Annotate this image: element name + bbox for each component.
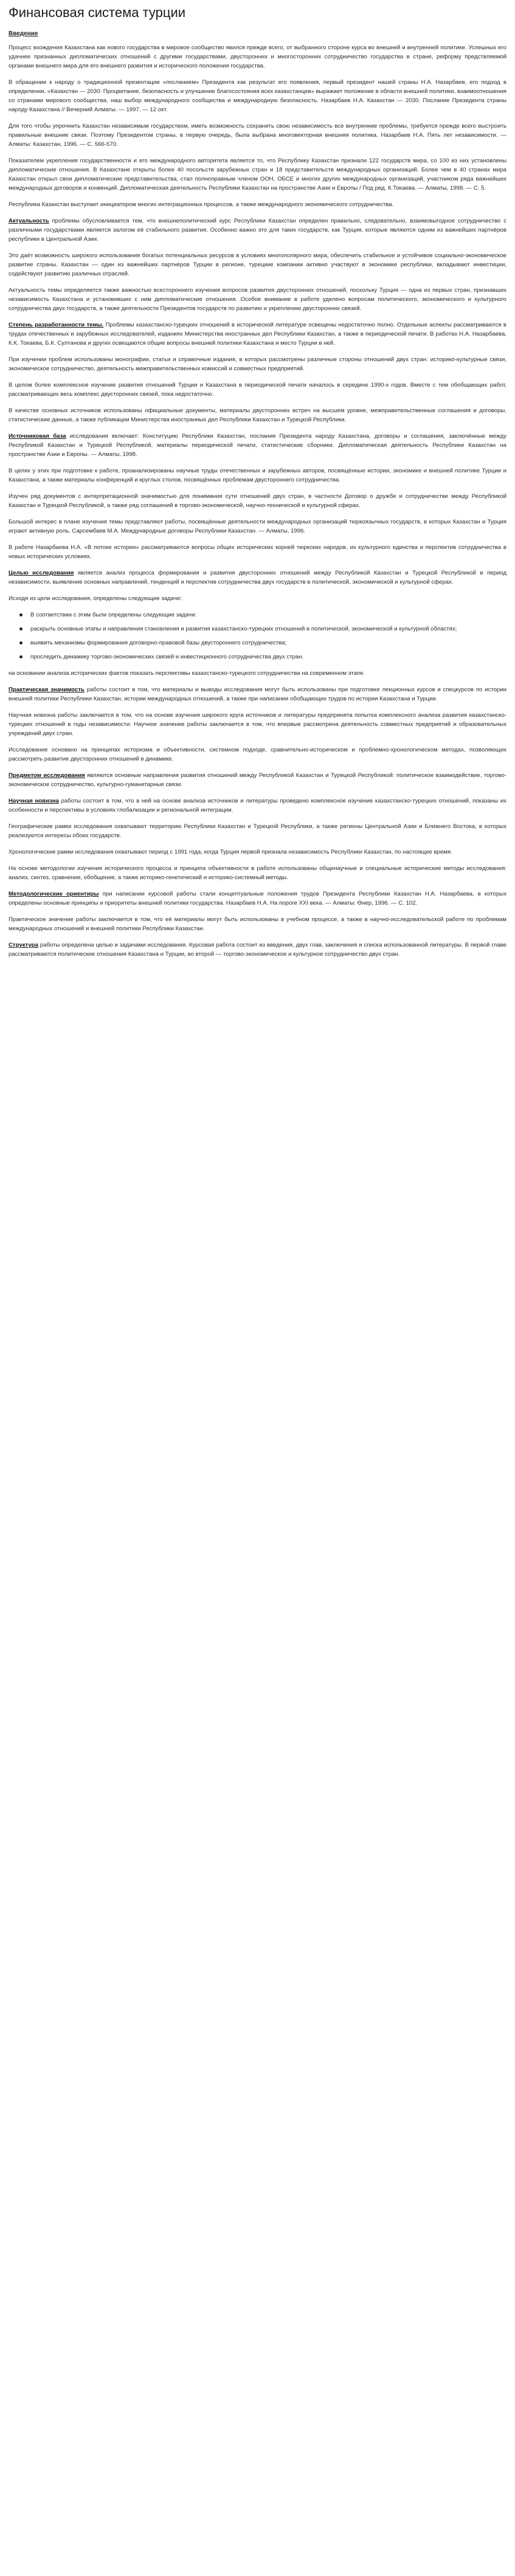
paragraph-text: В целях у этих при подготовке к работе, проанализированы научные труды отечественных и зарубежных авторов, посвящённые истории, экономике и внешней политике Турции и Казахстана, а также материалы конференций и круглых столов, посвящённых проблемам двустороннего сотрудничества.: [9, 468, 506, 483]
intro-body-continued: [9, 669, 506, 959]
paragraph: [9, 796, 506, 815]
paragraph: [9, 432, 506, 459]
paragraph-text: Республика Казахстан выступает инициатором многих интеграционных процессов, а также международного экономического сотрудничества.: [9, 201, 394, 208]
paragraph: [9, 543, 506, 561]
paragraph-text: На основе методологии изучения исторического процесса и принципа объективности в работе использованы общенаучные и специальные исторические методы исследования: анализ, синтез, сравнение, обобщение, а также историко-генетический и историко-системный методы.: [9, 865, 506, 881]
paragraph: [9, 822, 506, 840]
paragraph: [9, 669, 506, 678]
paragraph: [9, 915, 506, 933]
paragraph: [9, 594, 506, 603]
paragraph: [9, 320, 506, 348]
paragraph: [9, 381, 506, 399]
paragraph: [9, 568, 506, 587]
paragraph: [9, 889, 506, 908]
paragraph-text: В качестве основных источников использованы официальные документы, материалы двусторонних встреч на высшем уровне, межправительственные соглашения и договоры, статистические данные, а также публикации Министерства иностранных дел Республики Казахстан и Турецкой Республики.: [9, 407, 506, 423]
paragraph-lead: Практическая значимость: [9, 686, 85, 693]
paragraph-text: работы определена целью и задачами исследования. Курсовая работа состоит из введения, двух глав, заключения и списка использованной литературы. В первой главе рассматриваются политические отношения Казахстана и Турции, во второй — торгово-экономическое и культурное сотрудничество двух стран.: [9, 942, 506, 958]
paragraph: [9, 848, 506, 857]
paragraph-text: является анализ процесса формирования и развития двусторонних отношений между Республикой Казахстан и Турецкой Республикой в период независимости, выявление основных направлений, тенденций и перспектив сотрудничества двух государств в политической, экономической и культурной сферах.: [9, 570, 507, 585]
paragraph-text: работы состоит в том, что материалы и выводы исследования могут быть использованы при подготовке лекционных курсов и спецкурсов по истории внешней политики Республики Казахстан, истории международных отношений, а также при написании обобщающих трудов по истории Казахстана и Турции.: [9, 686, 506, 702]
paragraph-text: на основании анализа исторических фактов показать перспективы казахстанско-турецкого сотрудничества на современном этапе.: [9, 670, 365, 677]
paragraph: [9, 286, 506, 313]
paragraph-text: Проблемы казахстанско-турецких отношений в исторической литературе освещены недостаточно полно. Отдельные аспекты рассматриваются в трудах отечественных и зарубежных исследователей, изданиях Министерства иностранных дел Республики Казахстан, а также в периодической печати. В работах Н.А. Назарбаева, К.К. Токаева, Б.К. Султанова и других освещаются общие вопросы внешней политики Казахстана и место Турции в ней.: [9, 322, 507, 347]
task-item: раскрыть основные этапы и направления становления и развития казахстанско-турецких отношений в политической, экономической и культурной областях;: [24, 624, 506, 634]
paragraph-text: Исследование основано на принципах историзма и объективности, системном подходе, сравнительно-историческом и проблемно-хронологическом методах, позволяющих рассмотреть развитие двусторонних отношений в динамике.: [9, 747, 506, 762]
paragraph: [9, 941, 506, 959]
intro-heading: Введение: [9, 30, 38, 37]
paragraph-text: Большой интерес в плане изучения темы представляют работы, посвящённые деятельности международных организаций тюркоязычных государств, в которых Казахстан и Турция играют активную роль. Сарсембаев М.А. Международные договоры Республики Казахстан. — Алматы, 1996.: [9, 519, 506, 534]
paragraph-text: Для того чтобы упрочнить Казахстан независимым государством, иметь возможность сохранить свою независимость все внутренние проблемы, требуется прежде всего выстроить правильные внешние связи. Поэтому Президентом страны, в первую очередь, была выбрана многовекторная внешняя политика. Назарбаев Н.А. Пять лет независимости. — Алматы: Казахстан, 1996. — С. 566-570.: [9, 123, 506, 148]
paragraph: [9, 685, 506, 703]
paragraph: [9, 156, 506, 193]
paragraph-text: Практическое значение работы заключается в том, что её материалы могут быть использованы в учебном процессе, а также в научно-исследовательской работе по проблемам международных отношений и внешней политики Республики Казахстан.: [9, 916, 506, 932]
intro-body: [9, 43, 506, 603]
paragraph-text: Процесс вхождения Казахстана как нового государства в мировое сообщество явился прежде всего, от выбранного стороне курса во внешней и внутренней политике. Успешных его удачнее признанных дипломатических отношений с другими государствами, двусторонних и многосторонних сотрудничество государства в стране, реформу предствляемой органами внешнего мира для его внешнего развития и исторического положения государства.: [9, 44, 506, 69]
paragraph-text: Исходя из цели исследования, определены следующие задачи:: [9, 595, 182, 602]
paragraph: [9, 355, 506, 373]
paragraph-text: Хронологические рамки исследования охватывают период с 1991 года, когда Турция первой признала независимость Республики Казахстан, по настоящее время.: [9, 849, 452, 855]
paragraph-lead: Источниковая база: [9, 433, 66, 440]
paragraph-text: исследования включает: Конституцию Республики Казахстан, послания Президента народу Казахстана, договоры и соглашения, заключённые между Республикой Казахстан и Турецкой Республикой, материалы периодической печати, статистические сборники. Дипломатическая деятельность Республики Казахстан на пространстве Азии и Европы. — Алматы, 1998.: [9, 433, 507, 458]
paragraph-text: при написании курсовой работы стали концептуальные положения трудов Президента Республики Казахстан Н.А. Назарбаева, в которых определены основные принципы и приоритеты внешней политики государства. Назарбаев Н.А. На пороге XXI века. — Алматы: Өнер, 1996. — С. 102.: [9, 891, 506, 906]
paragraph: [9, 122, 506, 149]
paragraph: [9, 78, 506, 114]
paragraph-lead: Структура: [9, 942, 38, 948]
paragraph-text: Показателем укрепления государственности и его международного авторитета является то, что Республику Казахстан признали 122 государств мира, со 100 из них установлены дипломатические отношения. В Казахстане открыты более 40 посольств зарубежных стран и 18 представительств международных организаций. Более чем в 40 странах мира Казахстан открыл свои дипломатические представительства, стал полноправным членом ООН, ОБСЕ и многих других международных организаций, участником ряда важнейших международных договоров и конвенций. Дипломатическая деятельность Республики Казахстан на пространстве Азии и Европы / Под ред. К.Токаева. — Алматы, 1998. — С. 5.: [9, 157, 506, 192]
paragraph: [9, 864, 506, 882]
paragraph-text: Изучен ряд документов с интерпретационной значимостью для понимания сути отношений двух стран, в частности Договор о дружбе и сотрудничестве между Республикой Казахстан и Турецкой Республикой, а также ряд соглашений в торгово-экономической, научно-технической и культурной сферах.: [9, 493, 506, 509]
task-item: выявить механизмы формирования договорно-правовой базы двустороннего сотрудничества;: [24, 638, 506, 647]
paragraph: [9, 745, 506, 764]
paragraph-text: При изучении проблем использованы монографии, статьи и справочные издания, в которых рассмотрены различные стороны отношений двух стран: историко-культурные связи, экономическое сотрудничество, деятельность межправительственных комиссий и совместных предприятий.: [9, 356, 506, 372]
paragraph-text: Актуальность темы определяется также важностью всестороннего изучения вопросов развития двусторонних отношений, поскольку Турция — одна из первых стран, признавших независимость Казахстана и установивших с ним дипломатические отношения. Особое внимание в работе уделено вопросам политического, экономического и культурного сотрудничества двух государств, а также деятельности Президентов государств по развитию и укреплению двусторонних связей.: [9, 287, 506, 312]
paragraph-lead: Методологические ориентиры: [9, 891, 99, 897]
paragraph-text: В обращении к народу о традиционной презентации «посланием» Президента как результат его появления, первый президент нашей страны Н.А. Назарбаев, его подход в определении, «Казахстан — 2030: Процветание, безопасность и улучшение благосостояния всех казахстанцев» выражает положение в области внешней политики, взаимоотношения со странами мирового сообщества, наш выбор международного сообщества и международную безопасность. Назарбаев Н.А. Казахстан — 2030. Послание Президента страны народу Казахстана // Вечерний Алматы. — 1997. — 12 окт.: [9, 79, 506, 113]
paragraph-text: Географические рамки исследования охватывают территорию Республики Казахстан и Турецкой Республики, а также регионы Центральной Азии и Ближнего Востока, в которых реализуются интересы обоих государств.: [9, 823, 506, 839]
task-list: [24, 610, 506, 661]
paragraph-lead: Степень разработанности темы.: [9, 322, 104, 328]
paragraph: [9, 517, 506, 536]
paragraph-text: работы состоит в том, что в ней на основе анализа источников и литературы проведено комплексное изучение казахстанско-турецких отношений, показаны их особенности и перспективы в условиях глобализации и региональной интеграции.: [9, 798, 506, 813]
paragraph-text: являются основные направления развития отношений между Республикой Казахстан и Турецкой Республикой: политическое взаимодействие, торгово-экономическое сотрудничество, культурно-гуманитарные связи.: [9, 772, 506, 788]
paragraph-text: В целом более комплексное изучение развития отношений Турции и Казахстана в периодической печати началось в середине 1990-х годов. Вместе с тем обобщающих работ, рассматривающих весь комплекс двусторонних связей, пока недостаточно.: [9, 382, 506, 398]
paragraph: [9, 43, 506, 71]
paragraph: [9, 200, 506, 209]
paragraph: [9, 466, 506, 485]
paragraph: [9, 711, 506, 738]
task-item: В соответствии с этим были определены следующие задачи:: [24, 610, 506, 620]
paragraph-lead: Предметом исследования: [9, 772, 85, 779]
paragraph: [9, 216, 506, 244]
paragraph-lead: Целью исследования: [9, 570, 74, 576]
paragraph-text: Научная новизна работы заключается в том, что на основе изучения широкого круга источников и литературы предпринята попытка комплексного анализа развития казахстанско-турецких отношений в годы независимости. Научное значение работы заключается в том, что впервые рассмотрена деятельность совместных предприятий и образовательных учреждений двух стран.: [9, 712, 506, 737]
page-title: Финансовая система турции: [9, 5, 186, 20]
paragraph-text: проблемы обусловливается тем, что внешнеполитический курс Республики Казахстан определен правильно, следовательно, взаимовыгодное сотрудничество с различными государствами является залогом её стабильного развития. Особенно важно это для таких государств, как Турция, которые являются одним из важнейших партнёров республики в Центральной Азии.: [9, 218, 506, 243]
paragraph: [9, 406, 506, 424]
paragraph: [9, 251, 506, 278]
paragraph: [9, 492, 506, 510]
task-item: проследить динамику торгово-экономических связей и инвестиционного сотрудничества двух стран.: [24, 652, 506, 661]
paragraph-text: В работе Назарбаева Н.А. «В потоке истории» рассматриваются вопросы общих исторических корней тюркских народов, их культурного единства и перспектив сотрудничества в новых исторических условиях.: [9, 544, 506, 560]
paragraph-text: Это даёт возможность широкого использования богатых потенциальных ресурсов в условиях многополярного мира, обеспечить стабильное и устойчивое социально-экономическое развитие страны. Казахстан — один из важнейших партнёров Турции в регионе, турецкие компании активно участвуют в экономике республики, вкладывают инвестиции, содействуют развитию различных отраслей.: [9, 252, 506, 277]
paragraph-lead: Актуальность: [9, 218, 49, 224]
paragraph-lead: Научная новизна: [9, 798, 59, 804]
paragraph: [9, 771, 506, 789]
